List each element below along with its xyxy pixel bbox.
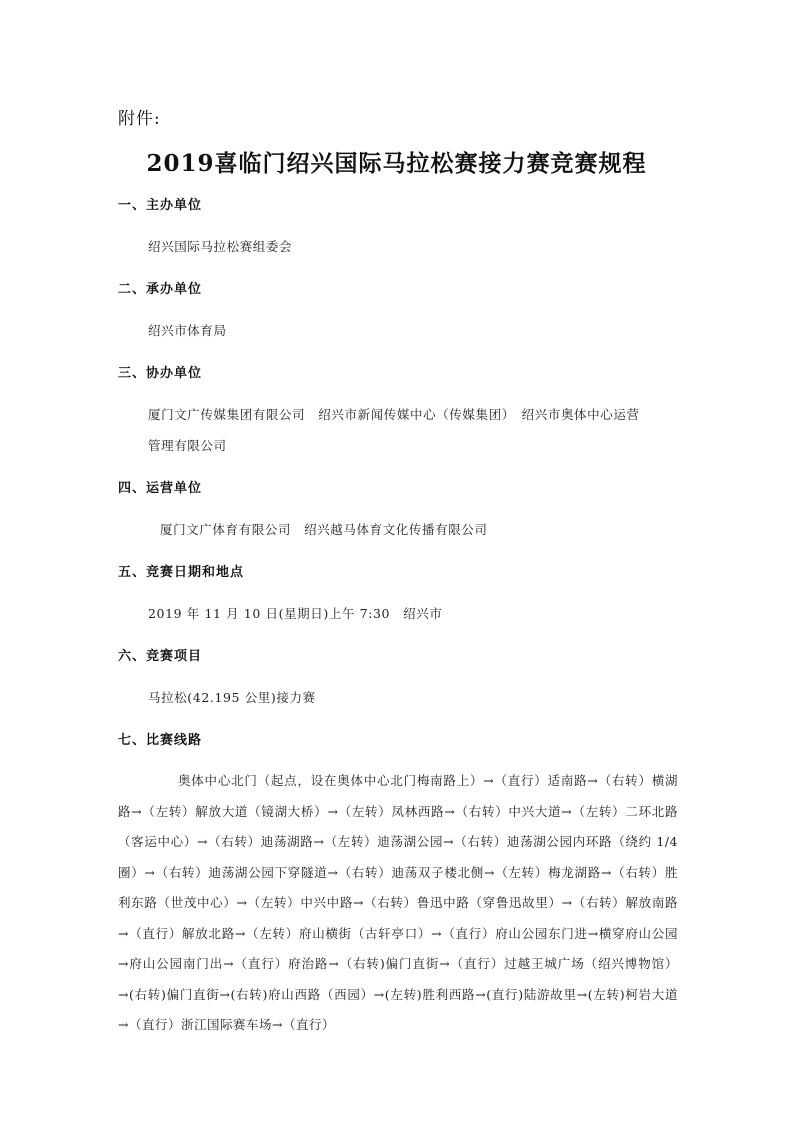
section-body-line: 厦门文广传媒集团有限公司 绍兴市新闻传媒中心（传媒集团） 绍兴市奥体中心运营 bbox=[148, 407, 640, 422]
section-heading: 四、运营单位 bbox=[118, 481, 203, 496]
section-event bbox=[118, 646, 678, 713]
section-host bbox=[118, 279, 678, 346]
section-heading: 七、比赛线路 bbox=[118, 733, 203, 748]
document-title: 2019喜临门绍兴国际马拉松赛接力赛竞赛规程 bbox=[146, 150, 647, 177]
section-body-line: 马拉松(42.195 公里)接力赛 bbox=[148, 690, 316, 705]
section-date-location bbox=[118, 562, 678, 629]
attachment-label: 附件: bbox=[118, 109, 161, 129]
section-heading: 六、竞赛项目 bbox=[118, 649, 203, 664]
section-body-line: 2019 年 11 月 10 日(星期日)上午 7:30 绍兴市 bbox=[148, 606, 443, 621]
section-co-organizer bbox=[118, 363, 678, 461]
section-body-line: 厦门文广体育有限公司 绍兴越马体育文化传播有限公司 bbox=[160, 522, 488, 537]
section-heading: 一、主办单位 bbox=[118, 198, 203, 213]
section-heading: 二、承办单位 bbox=[118, 282, 203, 297]
section-heading: 五、竞赛日期和地点 bbox=[118, 565, 245, 580]
section-heading: 三、协办单位 bbox=[118, 366, 203, 381]
section-body-line: 管理有限公司 bbox=[148, 438, 227, 453]
section-organizer bbox=[118, 195, 678, 262]
sections-container bbox=[118, 195, 678, 1041]
route-description: 奥体中心北门（起点，设在奥体中心北门梅南路上）→（直行）适南路→（右转）横湖路→（左转）解放大道（镜湖大桥）→（左转）凤林西路→（右转）中兴大道→（左转）二环北路（客运中心）→（右转）迪荡湖路→（左转）迪荡湖公园→（右转）迪荡湖公园内环路（绕约 1/4 圈）→（右转）迪荡湖公园下穿隧道→（右转）迪荡双子楼北侧→（左转）梅龙湖路→（右转）胜利东路（世茂中心）→（左转）中兴中路→（右转）鲁迅中路（穿鲁迅故里）→（右转）解放南路→（直行）解放北路→（左转）府山横街（古轩亭口）→（直行）府山公园东门进→横穿府山公园→府山公园南门出→（直行）府治路→（右转)偏门直街→（直行）过越王城广场（绍兴博物馆）→(右转)偏门直街→(右转)府山西路（西园）→(左转)胜利西路→(直行)陆游故里→(左转)柯岩大道→（直行）浙江国际赛车场→（直行） bbox=[118, 773, 678, 1032]
section-body-line: 绍兴市体育局 bbox=[148, 323, 227, 338]
section-operator bbox=[118, 478, 678, 545]
section-body-line: 绍兴国际马拉松赛组委会 bbox=[148, 239, 293, 254]
section-route bbox=[118, 730, 678, 1041]
